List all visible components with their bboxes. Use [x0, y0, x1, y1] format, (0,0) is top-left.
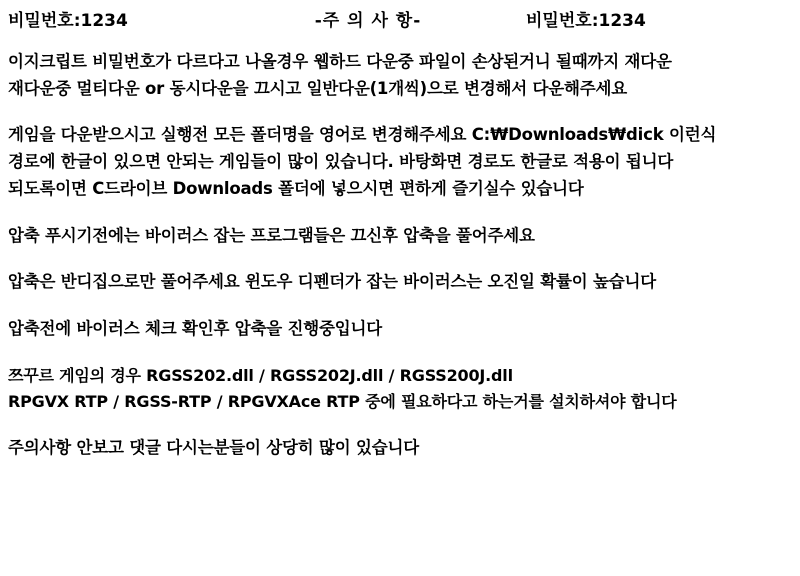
notice-line: 압축전에 바이러스 체크 확인후 압축을 진행중입니다	[8, 319, 382, 339]
notice-paragraph-antivirus	[8, 223, 792, 250]
notice-paragraph-rtp	[8, 363, 792, 415]
notice-line: 압축은 반디집으로만 풀어주세요 윈도우 디펜더가 잡는 바이러스는 오진일 확률이 높습니다	[8, 272, 656, 292]
notice-line: RPGVX RTP / RGSS-RTP / RPGVXAce RTP 중에 필요하다고 하는거를 설치하셔야 합니다	[8, 391, 677, 411]
notice-line: 이지크립트 비밀번호가 다르다고 나올경우 웹하드 다운중 파일이 손상된거니 될때까지 재다운	[8, 52, 672, 71]
notice-line: 주의사항 안보고 댓글 다시는분들이 상당히 많이 있습니다	[8, 437, 420, 457]
notice-line: 게임을 다운받으시고 실행전 모든 폴더명을 영어로 변경해주세요 C:₩Downloads₩dick 이런식	[8, 125, 717, 145]
notice-paragraph-comments	[8, 435, 792, 462]
password-label-left: 비밀번호:1234	[8, 11, 128, 31]
notice-line: 되도록이면 C드라이브 Downloads 폴더에 넣으시면 편하게 즐기실수 있습니다	[8, 178, 584, 198]
page-title: -주 의 사 항-	[314, 11, 422, 31]
notice-line: 경로에 한글이 있으면 안되는 게임들이 많이 있습니다. 바탕화면 경로도 한글로 적용이 됩니다	[8, 152, 674, 172]
notice-paragraph-bandizip	[8, 269, 792, 296]
notice-line: 재다운중 멀티다운 or 동시다운을 끄시고 일반다운(1개씩)으로 변경해서 다운해주세요	[8, 78, 627, 98]
notice-paragraph-download	[8, 49, 792, 102]
notice-body	[0, 49, 800, 461]
notice-line: 압축 푸시기전에는 바이러스 잡는 프로그램들은 끄신후 압축을 풀어주세요	[8, 225, 535, 245]
notice-paragraph-folder-path	[8, 122, 792, 202]
notice-paragraph-virus-check	[8, 316, 792, 343]
notice-line: 쯔꾸르 게임의 경우 RGSS202.dll / RGSS202J.dll / RGSS200J.dll	[8, 365, 513, 385]
notice-header	[0, 0, 800, 31]
password-label-right: 비밀번호:1234	[526, 11, 646, 31]
